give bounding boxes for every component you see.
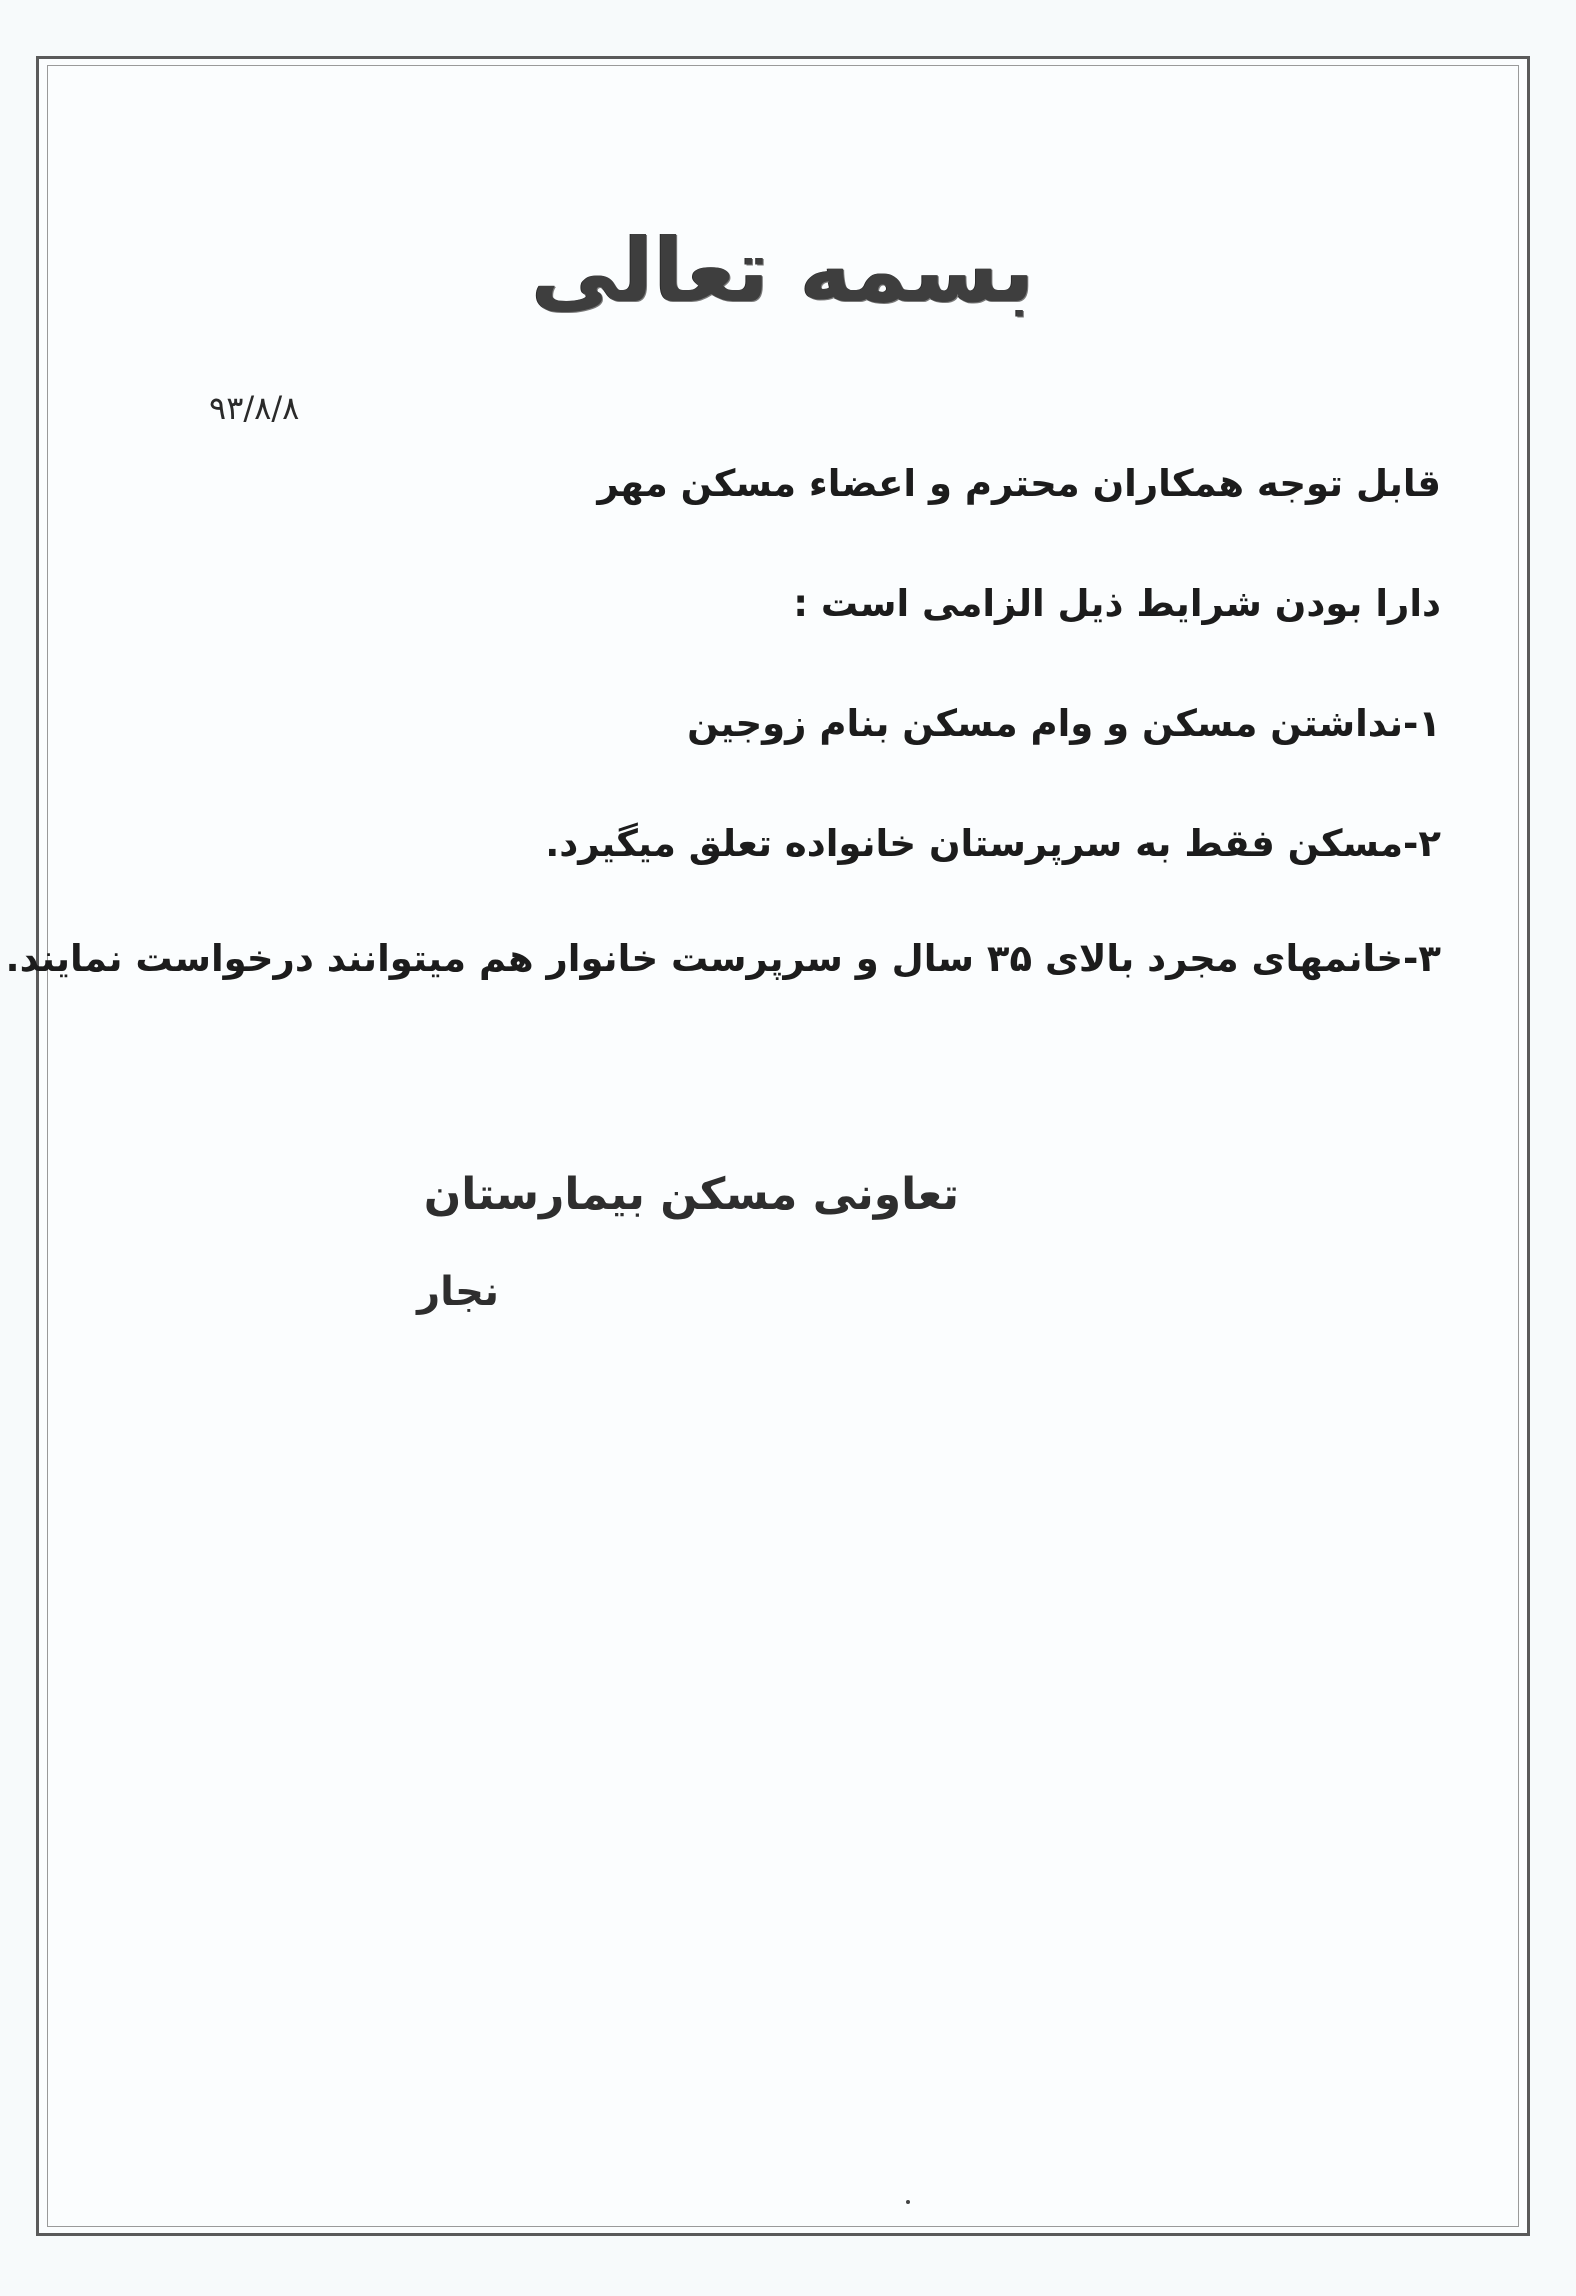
document-frame [5, 56, 1530, 2236]
document-title: بسمه تعالی [531, 219, 1035, 322]
scan-speck [906, 2200, 910, 2204]
condition-item-3: ۳-خانمهای مجرد بالای ۳۵ سال و سرپرست خانوار هم میتوانند درخواست نمایند. [5, 937, 1441, 980]
signature-organization: تعاونی مسکن بیمارستان [423, 1169, 959, 1220]
condition-item-2: ۲-مسکن فقط به سرپرستان خانواده تعلق میگیرد. [545, 822, 1441, 865]
document-date: ۹۳/۸/۸ [209, 389, 300, 427]
conditions-intro: دارا بودن شرایط ذیل الزامی است : [793, 582, 1441, 625]
signature-block [417, 1169, 959, 1315]
notice-heading: قابل توجه همکاران محترم و اعضاء مسکن مهر [597, 462, 1441, 505]
condition-item-1: ۱-نداشتن مسکن و وام مسکن بنام زوجین [687, 702, 1441, 745]
signature-name: نجار [417, 1269, 499, 1315]
